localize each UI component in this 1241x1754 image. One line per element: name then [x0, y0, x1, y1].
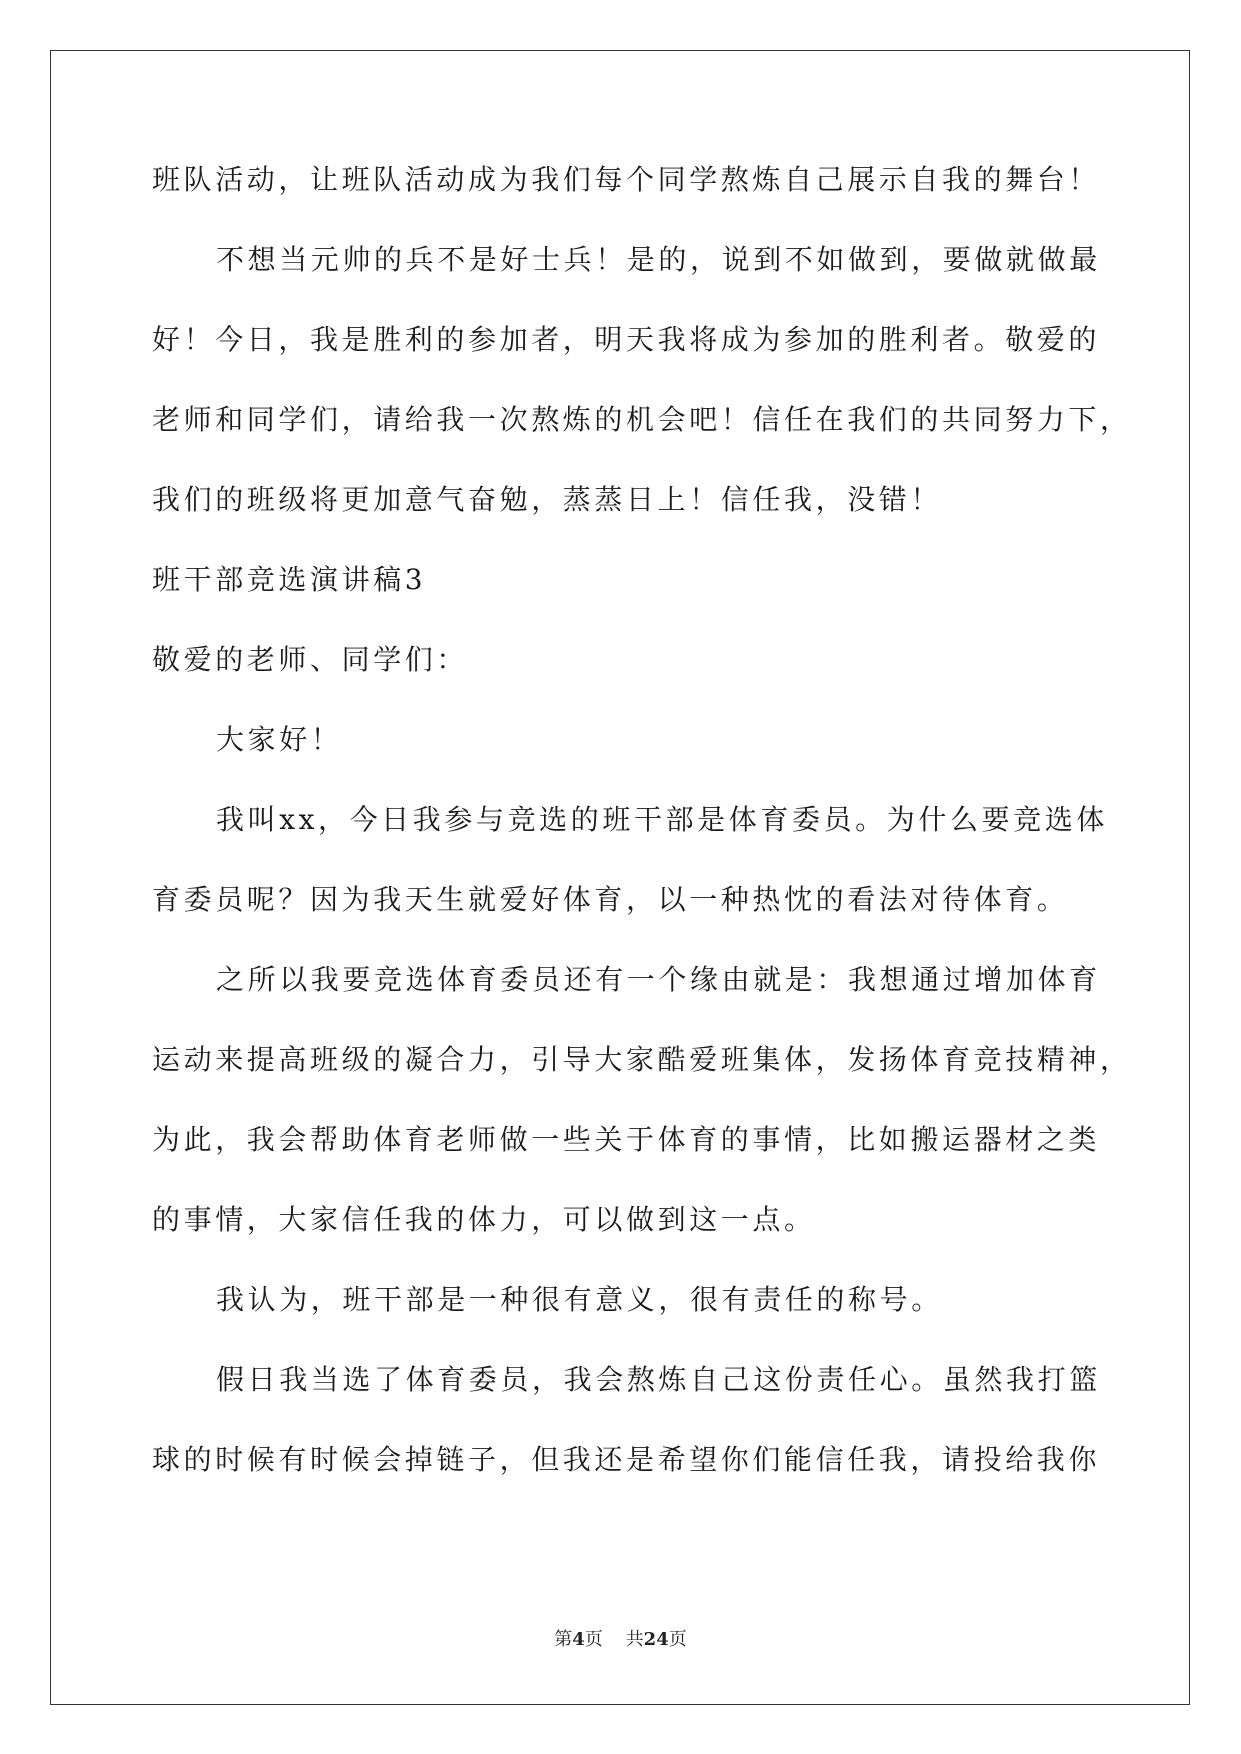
text-line: 假日我当选了体育委员，我会熬炼自己这份责任心。虽然我打篮 — [216, 1363, 1101, 1396]
footer-total-pages: 24 — [643, 1629, 669, 1650]
text-line: 我认为，班干部是一种很有意义，很有责任的称号。 — [216, 1283, 943, 1316]
text-line: 老师和同学们，请给我一次熬炼的机会吧！信任在我们的共同努力下， — [152, 403, 1132, 436]
text-line: 我叫xx，今日我参与竞选的班干部是体育委员。为什么要竞选体 — [216, 803, 1108, 836]
footer-prefix: 第 — [554, 1629, 573, 1650]
text-line: 育委员呢？因为我天生就爱好体育，以一种热忱的看法对待体育。 — [152, 883, 1069, 916]
page-footer — [0, 1625, 1241, 1651]
text-line: 球的时候有时候会掉链子，但我还是希望你们能信任我，请投给我你 — [152, 1443, 1101, 1476]
text-line: 好！今日，我是胜利的参加者，明天我将成为参加的胜利者。敬爱的 — [152, 323, 1101, 356]
footer-total-prefix: 共 — [625, 1629, 644, 1650]
salutation: 敬爱的老师、同学们： — [152, 643, 469, 676]
section-heading: 班干部竞选演讲稿3 — [152, 563, 427, 596]
text-line: 不想当元帅的兵不是好士兵！是的，说到不如做到，要做就做最 — [216, 243, 1101, 276]
text-line: 班队活动，让班队活动成为我们每个同学熬炼自己展示自我的舞台！ — [152, 163, 1101, 196]
footer-total-suffix: 页 — [668, 1629, 687, 1650]
greeting: 大家好！ — [216, 723, 343, 756]
text-line: 的事情，大家信任我的体力，可以做到这一点。 — [152, 1203, 816, 1236]
text-line: 我们的班级将更加意气奋勉，蒸蒸日上！信任我，没错！ — [152, 483, 943, 516]
text-line: 之所以我要竞选体育委员还有一个缘由就是：我想通过增加体育 — [216, 963, 1101, 996]
text-line: 为此，我会帮助体育老师做一些关于体育的事情，比如搬运器材之类 — [152, 1123, 1101, 1156]
footer-page-suffix: 页 — [584, 1629, 603, 1650]
text-line: 运动来提高班级的凝合力，引导大家酷爱班集体，发扬体育竞技精神， — [152, 1043, 1132, 1076]
document-body — [152, 160, 1132, 1480]
footer-page-number: 4 — [572, 1629, 585, 1650]
